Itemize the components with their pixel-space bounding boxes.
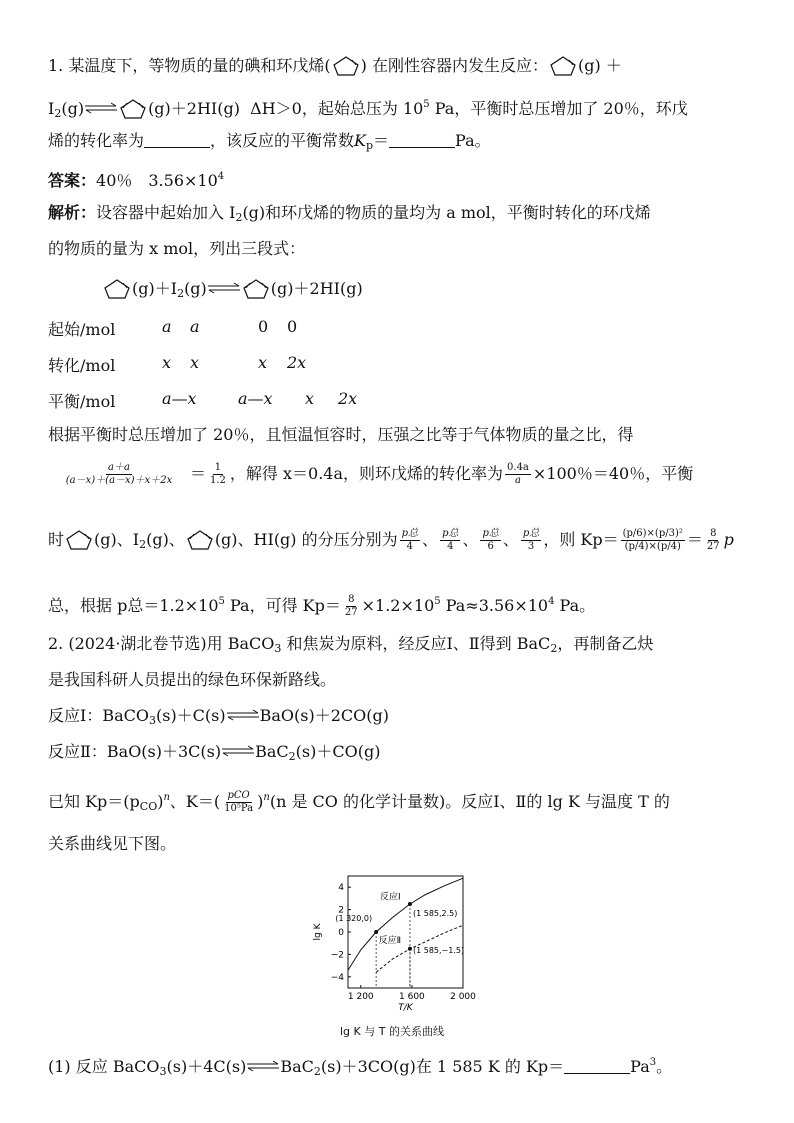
y-axis-label: lg K: [313, 923, 323, 941]
q2-text: 和焦炭为原料，经反应Ⅰ、Ⅱ得到 BaC: [281, 634, 551, 653]
fraction: [400, 528, 420, 553]
q1-text: 根据平衡时总压增加了 20％，且恒温恒容时，压强之比等于气体物质的量之比，得: [48, 425, 634, 444]
q1-text: ，解得 x＝0.4a，则环戊烯的转化率为: [229, 464, 504, 483]
row-label: 起始/mol: [48, 320, 116, 339]
q1-text: (g)、I: [94, 530, 140, 549]
fraction-den: (p/4)×(p/4): [624, 541, 681, 552]
row-value: x: [258, 353, 268, 372]
equilibrium-arrow-icon: [84, 102, 118, 114]
q1-text: ＝: [373, 131, 390, 150]
series-label: 反应Ⅱ: [378, 936, 402, 947]
jiexi-label: 解析：: [48, 203, 97, 222]
q1-sup: 5: [218, 596, 225, 607]
q2-text: 反应Ⅱ：: [48, 742, 107, 761]
q1-text: 1. 某温度下，等物质的量的碘和环戊烯(: [48, 56, 331, 75]
q2-known-line2: [48, 834, 748, 854]
q1-text: (g) ＋: [577, 56, 622, 75]
q1-text: Pa。: [455, 131, 491, 150]
row-value: a: [190, 317, 200, 336]
row-value: 2x: [338, 389, 358, 408]
q2-text: 。: [656, 1057, 673, 1076]
q2-text: 已知 Kp＝(p: [48, 792, 140, 811]
fraction: [208, 462, 228, 487]
q1-sup: 4: [548, 596, 555, 607]
q1-text: (g)、: [146, 530, 185, 549]
q2-text: BaO(s)＋2CO(g): [259, 706, 390, 725]
q1-text: Pa。: [554, 596, 596, 615]
q2-sub: 3: [148, 714, 156, 727]
q2-text: BaC: [280, 1057, 314, 1076]
q1-sub: 2: [139, 538, 147, 551]
row-value: a—x: [238, 389, 273, 408]
q1-text: Pa，平衡时总压增加了 20％，环戊: [429, 99, 688, 118]
q1-line1: [48, 55, 748, 77]
fraction-num: p总: [522, 528, 540, 539]
series-line-1: [348, 878, 463, 970]
fraction-num: p总: [442, 528, 459, 539]
annotation: (1 585,2.5): [412, 909, 458, 918]
fraction-num: p总: [482, 528, 499, 539]
cyclopentene-icon: [548, 55, 578, 77]
equilibrium-arrow-icon: [246, 1060, 280, 1072]
fraction-den: a: [514, 475, 521, 486]
q1-text: 设容器中起始加入 I: [96, 203, 236, 222]
fraction-den: 4: [406, 541, 414, 552]
q1-text: ΔH＞0，起始总压为 10: [250, 99, 424, 118]
cyclopentadiene-icon: [185, 529, 215, 551]
q1-sub: p: [365, 139, 374, 152]
q2-text: (n 是 CO 的化学计量数)。反应Ⅰ、Ⅱ的 lg K 与温度 T 的: [269, 792, 670, 811]
fraction: [222, 790, 255, 815]
fraction-num: a＋a: [108, 462, 130, 473]
fraction-den: (a－x)＋(a－x)＋x＋2x: [65, 475, 173, 486]
q1-para1: [48, 425, 748, 445]
q1-equation: [102, 278, 794, 304]
q1-answer: [48, 167, 748, 191]
q1-text: K: [354, 131, 366, 150]
lgk-temperature-chart: [308, 870, 478, 1020]
q2-text: BaC: [255, 742, 289, 761]
fraction: [621, 528, 685, 553]
q1-text: (g)＋2HI(g): [148, 99, 240, 118]
q1-line2: [48, 95, 748, 124]
q1-sup: 5: [434, 596, 441, 607]
q2-text: (s)＋CO(g): [295, 742, 381, 761]
q2-text: 反应Ⅰ：: [48, 706, 103, 725]
equilibrium-arrow-icon: [221, 745, 255, 757]
row-value: a—x: [162, 389, 197, 408]
q1-text: (g)、HI(g) 的分压分别为: [214, 530, 398, 549]
q1-text: I: [48, 99, 55, 118]
q1-line3: [48, 131, 748, 156]
fraction-num: (p/6)×(p/3)²: [622, 528, 683, 539]
q2-sub: 2: [550, 642, 558, 655]
row-value: x: [305, 389, 315, 408]
fraction-den: 27: [706, 541, 720, 552]
q2-reaction2: [48, 742, 748, 767]
fraction-num: 8: [348, 594, 355, 605]
q1-text: 烯的转化率为: [48, 131, 145, 150]
fraction-den: 10⁵Pa: [224, 803, 254, 814]
q1-sub: 2: [177, 287, 185, 300]
y-tick-label: 2: [338, 905, 344, 916]
q1-text: Pa，可得 Kp＝: [224, 596, 341, 615]
cyclopentadiene-icon: [118, 98, 148, 120]
q1-text: p: [723, 530, 734, 549]
q2-sub: 2: [313, 1065, 321, 1078]
q2-sup: n: [163, 792, 170, 803]
q1-para4: [48, 592, 748, 619]
q2-line2: [48, 670, 748, 690]
fraction-den: 3: [527, 541, 535, 552]
q1-text: Pa≈3.56×10: [440, 596, 549, 615]
row-value: 0: [258, 317, 269, 336]
y-tick-label: −2: [330, 950, 344, 961]
annotation: (1 320,0): [335, 914, 373, 923]
q1-text: (g)和环戊烯的物质的量均为 a mol，平衡时转化的环戊烯: [242, 203, 651, 222]
chart-caption: lg K 与 T 的关系曲线: [340, 1025, 444, 1038]
q2-text: (s)＋4C(s): [166, 1057, 247, 1076]
q1-text: ×1.2×10: [361, 596, 435, 615]
q2-known: 已知 $Kp=(p_{CO})^n$、K＝( $\frac{\text{pCO}}{\text{10⁵Pa}}$ )$^n$(n 是 CO 的化学计量数)。反应Ⅰ、Ⅱ的 lg K 与温度 T 的: [48, 790, 670, 814]
answer-label: 答案：: [48, 171, 97, 190]
q1-sup: 5: [423, 99, 430, 110]
q1-text: ) 在刚性容器内发生反应：: [360, 56, 548, 75]
fraction-den: 4: [447, 541, 454, 552]
q2-text: (s)＋3CO(g)在 1 585 K 的 Kp＝: [320, 1057, 565, 1076]
x-tick-label: 1 200: [347, 992, 374, 1002]
q2-text: ，再制备乙炔: [557, 634, 654, 653]
q2-sub1: [48, 1053, 748, 1082]
q2-text: Pa: [630, 1057, 650, 1076]
x-axis-label: T/K: [398, 1003, 413, 1013]
q1-text: ，该反应的平衡常数: [210, 131, 355, 150]
cyclopentene-icon: [102, 278, 132, 300]
q2-text: 关系曲线见下图。: [48, 834, 177, 853]
q1-text: (g)＋I: [132, 279, 178, 298]
q2-sub: 2: [288, 750, 296, 763]
fraction-num: 0.4a: [507, 462, 529, 473]
q1-text: ，则 Kp＝: [543, 530, 619, 549]
q2-text: ): [157, 792, 164, 811]
y-tick-label: 0: [338, 928, 344, 938]
fraction-num: 1: [214, 462, 222, 473]
fraction-den: 1.2: [210, 475, 226, 486]
q1-sup: 4: [217, 171, 225, 182]
q2-sub: CO: [139, 800, 158, 813]
q2-reaction1: [48, 706, 748, 731]
row-value: 0: [287, 317, 298, 336]
q2-sub: 3: [274, 642, 282, 655]
q2-text: 2. (2024·湖北卷节选)用 BaCO: [48, 634, 275, 653]
q2-text: (1) 反应 BaCO: [48, 1057, 160, 1076]
q1-jiexi-line2: [48, 239, 748, 259]
answer-blank[interactable]: [564, 1059, 630, 1074]
fraction-num: pCO: [227, 790, 250, 801]
q1-text: ×100％＝40％，平衡: [532, 464, 694, 483]
q2-text: BaCO: [102, 706, 149, 725]
row-value: a: [162, 317, 172, 336]
fraction: [440, 528, 460, 553]
q2-line1: [48, 634, 748, 659]
q1-text: (g): [184, 279, 207, 298]
q1-text: 总，根据 p总＝1.2×10: [48, 596, 219, 615]
cyclopentadiene-icon: [241, 278, 271, 300]
cyclopentene-icon: [331, 55, 361, 77]
answer-value: 40％ 3.56×10: [96, 171, 218, 190]
fraction: [521, 528, 541, 553]
answer-blank[interactable]: [389, 133, 455, 148]
q1-para3: 时 (g)、$I_2(g)$、 (g)、HI(g) 的分压分别为 $\frac{\text{p总}}{4}$ 、 $\frac{\text{p总}}{4}$ 、 $\frac{\text{p总}}{6}$ 、 $\frac{\text{p总}}{3}$ ，则 Kp＝ $\frac{\text{(p/6)×(p/3)²}}{(p/4)\times(p/4)}$ ＝ $\frac{8}{27}$ p: [48, 528, 734, 552]
fraction: [343, 594, 360, 619]
row-value: x: [190, 353, 200, 372]
q1-sub: 2: [54, 107, 62, 120]
x-tick-label: 2 000: [450, 992, 476, 1002]
fraction-num: 8: [710, 528, 717, 539]
q2-text: 是我国科研人员提出的绿色环保新路线。: [48, 670, 337, 689]
row-label: 平衡/mol: [48, 392, 116, 411]
equilibrium-arrow-icon: [226, 709, 260, 721]
row-label: 转化/mol: [48, 356, 116, 375]
series-label: 反应Ⅰ: [379, 892, 401, 903]
q2-text: BaO(s)＋3C(s): [106, 742, 222, 761]
fraction: [505, 462, 531, 487]
q1-text: 的物质的量为 x mol，列出三段式：: [48, 239, 306, 258]
fraction: [705, 528, 722, 553]
q1-para2: $\frac{a+a}{(a-x)+(a-x)+x+2x}$ ＝ $\frac{1}{1.2}$ ，解得 x＝0.4a，则环戊烯的转化率为 $\frac{0.4a}{a}$ ×100％＝40％，平衡: [48, 462, 748, 487]
q2-sub: 3: [159, 1065, 167, 1078]
answer-blank[interactable]: [144, 133, 210, 148]
fraction: [480, 528, 500, 553]
q1-text: (g)＋2HI(g): [270, 279, 363, 298]
q1-sub: 2: [235, 211, 243, 224]
y-tick-label: 4: [338, 883, 344, 894]
q2-sup: 3: [649, 1057, 657, 1068]
q1-text: (g): [61, 99, 85, 118]
row-value: 2x: [287, 353, 307, 372]
q1-jiexi-line1: [48, 203, 748, 228]
fraction: [50, 462, 188, 487]
fraction-num: p总: [401, 528, 419, 539]
x-tick-label: 1 600: [399, 992, 425, 1002]
q2-sup: n: [263, 792, 270, 803]
cyclopentene-icon: [64, 529, 94, 551]
equilibrium-arrow-icon: [207, 282, 241, 294]
q1-text: 时: [48, 530, 65, 549]
q2-text: (s)＋C(s): [155, 706, 226, 725]
q2-text: 、K＝: [169, 792, 214, 811]
annotation: (1 585,−1.5): [412, 945, 465, 955]
y-tick-label: −4: [330, 972, 344, 983]
row-value: x: [162, 353, 172, 372]
fraction-den: 6: [487, 541, 494, 552]
fraction-den: 27: [344, 607, 358, 618]
